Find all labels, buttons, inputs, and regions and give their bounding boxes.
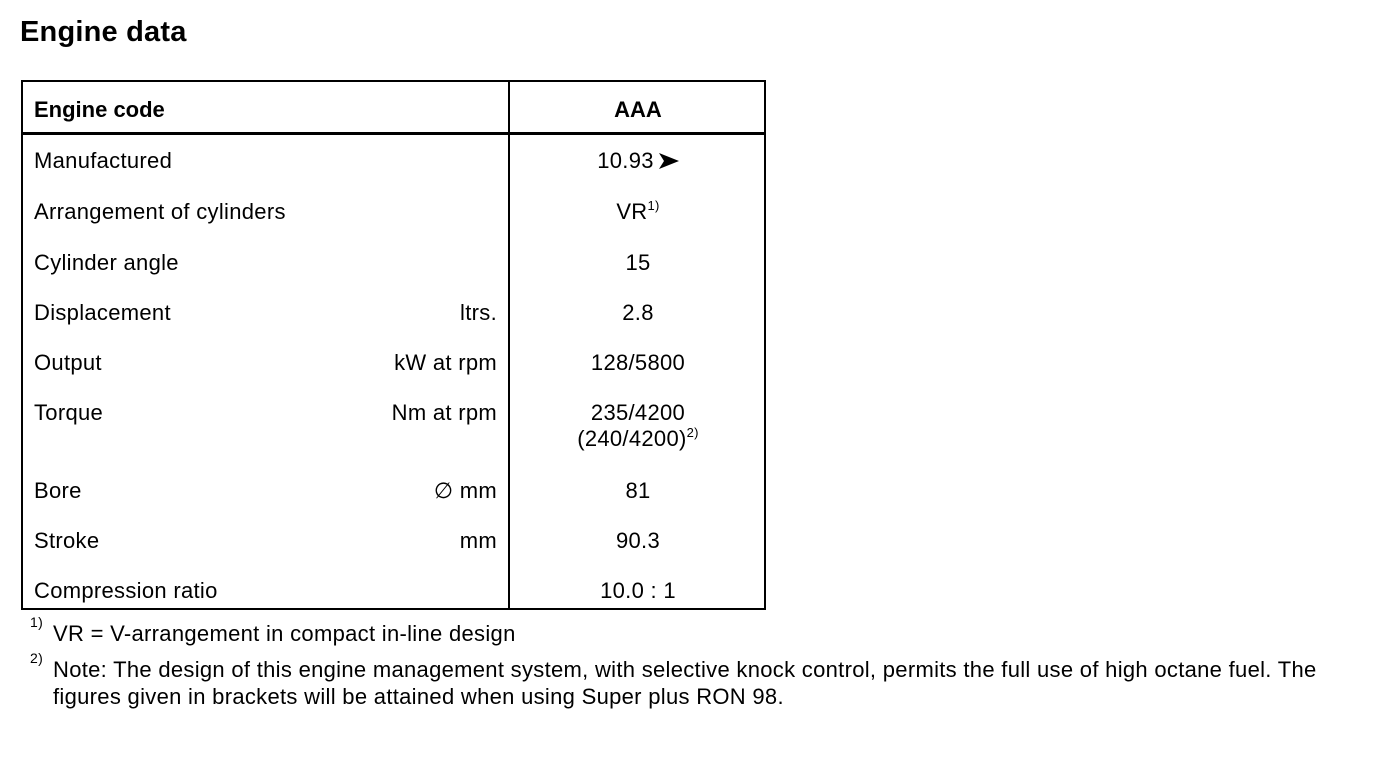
row-label: Arrangement of cylinders — [34, 199, 286, 224]
header-engine-code-value: AAA — [614, 97, 662, 122]
header-divider — [23, 132, 764, 135]
footnote-mark: 2) — [30, 650, 44, 666]
row-label: Displacement — [34, 300, 171, 325]
row-label: Manufactured — [34, 148, 173, 173]
row-label: Stroke — [34, 528, 100, 553]
arrow-right-icon — [659, 153, 679, 169]
row-value: 81 — [625, 478, 651, 503]
row-value: VR$^{1)}$ — [616, 198, 660, 224]
row-value: 90.3 — [615, 528, 661, 553]
row-label: Output — [34, 350, 102, 375]
footnote-text: Note: The design of this engine management system, with selective knock control, permits the full use of high octane fuel. The figures given in brackets will be attained when using Super plus RON 98. — [53, 657, 1317, 709]
row-value: 235/4200 — [590, 400, 686, 425]
row-unit: ∅ mm — [433, 478, 497, 503]
footnote-mark: 1) — [30, 614, 44, 630]
row-value: 10.0 : 1 — [600, 578, 676, 603]
row-label: Torque — [34, 400, 104, 425]
row-value: 10.93 — [510, 148, 766, 174]
row-unit: mm — [459, 528, 497, 553]
row-value: 128/5800 — [590, 350, 686, 375]
page-title: Engine data — [20, 16, 187, 48]
engine-data-table — [21, 80, 766, 610]
row-unit: ltrs. — [460, 300, 497, 325]
row-label: Compression ratio — [34, 578, 218, 603]
header-engine-code-label: Engine code — [34, 97, 165, 122]
footnote-ref: 2) — [686, 425, 699, 440]
row-value: 2.8 — [622, 300, 654, 325]
row-unit: Nm at rpm — [391, 400, 497, 425]
row-value: 15 — [625, 250, 651, 275]
row-label: Bore — [34, 478, 82, 503]
row-value-bracketed: $(240/4200)^{2)}$ — [577, 425, 699, 451]
footnote-text: VR = V-arrangement in compact in-line design — [53, 621, 516, 646]
footnote-ref: 1) — [647, 198, 660, 213]
row-unit: kW at rpm — [394, 350, 497, 375]
row-label: Cylinder angle — [34, 250, 179, 275]
